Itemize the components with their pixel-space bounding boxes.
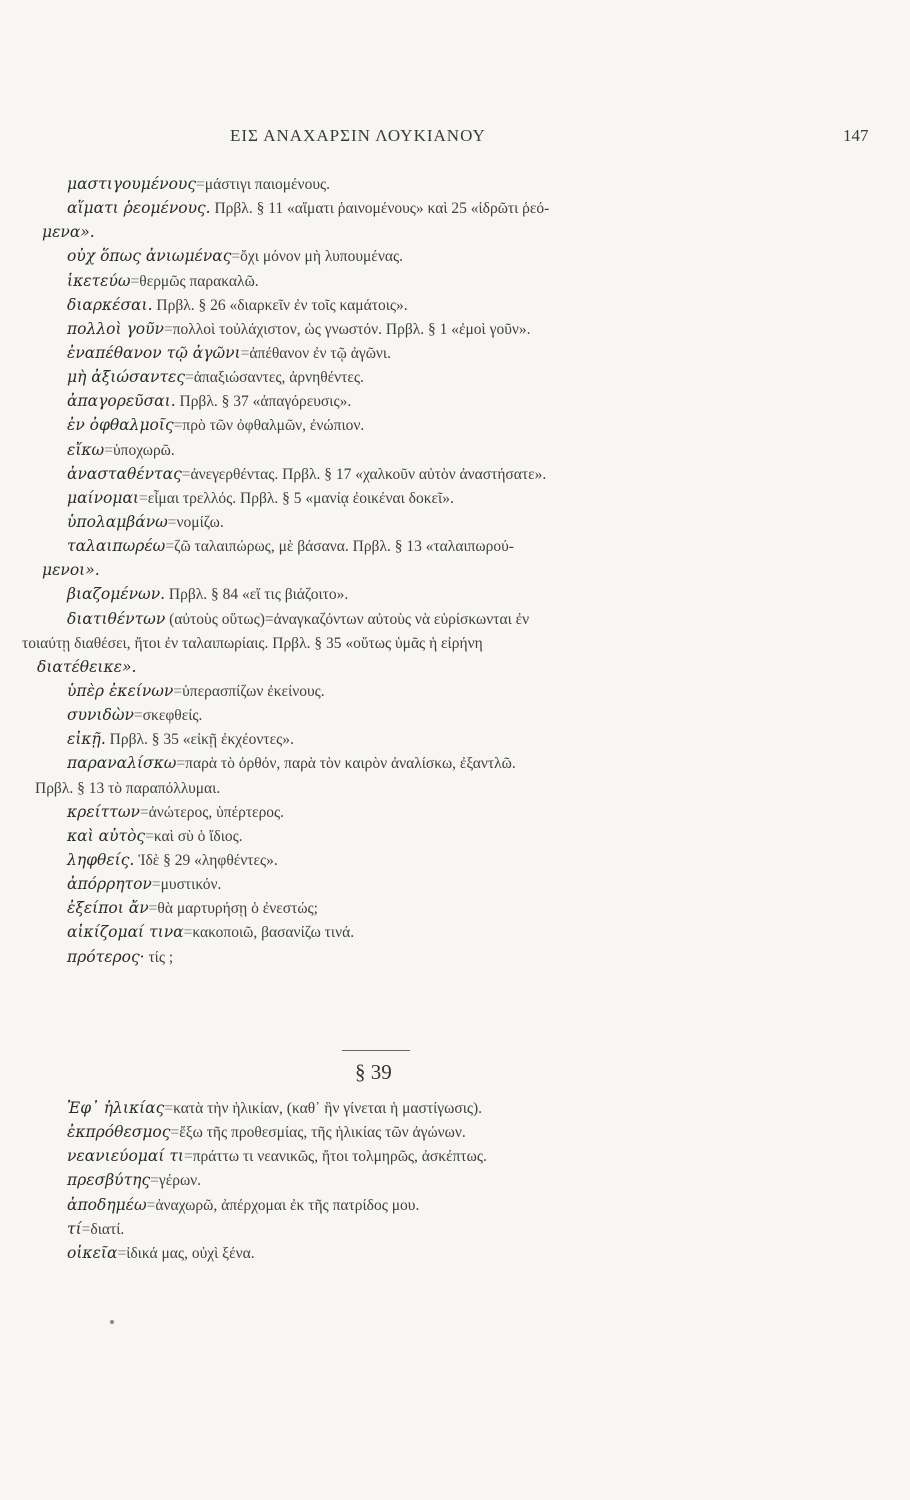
lemma: οἰκεῖα [67,1243,118,1262]
lemma: πρότερος· [67,947,145,966]
lemma: ταλαιπωρέω [67,537,166,556]
gloss: εἶμαι τρελλός. Πρβλ. § 5 «μανίᾳ ἐοικέναι δοκεῖ». [147,489,454,507]
glossary-line [0,462,910,486]
lemma: μὴ ἀξιώσαντες [67,368,186,387]
glossary-line [0,1193,910,1217]
glossary-line [0,1096,910,1120]
lemma: καὶ αὐτὸς [67,826,146,845]
separator: = [170,1124,180,1142]
lemma: ὑπολαμβάνω [67,512,168,531]
gloss: Πρβλ. § 13 τὸ παραπόλλυμαι. [35,779,221,797]
lemma: ἀπόρρητον [67,875,152,894]
glossary-line [0,582,910,606]
gloss: μάστιγι παιομένους. [204,176,331,193]
separator: = [167,513,177,531]
separator: = [240,344,250,362]
glossary-line [0,389,910,413]
glossary-line [0,438,910,462]
lemma: ἱκετεύω [67,271,131,290]
glossary-line [0,607,910,631]
glossary-line [0,510,910,534]
lemma: εἰκῇ. [67,730,106,749]
glossary-line [0,824,910,848]
lemma: εἴκω [67,440,105,459]
lemma: ἐξείποι ἄν [67,899,149,918]
lemma: πρεσβύτης [67,1171,151,1190]
separator: = [145,827,154,845]
glossary-line [0,703,910,727]
gloss: θερμῶς παρακαλῶ. [139,272,259,290]
glossary-line [0,848,910,872]
gloss: ἀναχωρῶ, ἀπέρχομαι ἐκ τῆς πατρίδος μου. [155,1196,420,1214]
section-heading: § 39 [355,1060,392,1084]
gloss: Πρβλ. § 26 «διαρκεῖν ἐν τοῖς καμάτοις». [156,296,408,314]
gloss: κατὰ τὴν ἡλικίαν, (καθ᾽ ἣν γίνεται ἡ μαστίγωσις). [173,1100,483,1117]
glossary-line [0,317,910,341]
separator: = [183,924,193,942]
gloss: ἔξω τῆς προθεσμίας, τῆς ἡλικίας τῶν ἀγώνων. [179,1124,466,1142]
glossary-entries [0,172,910,969]
gloss: Ἰδὲ § 29 «ληφθέντες». [138,851,278,869]
lemma: παραναλίσκω [67,754,177,773]
page-header [0,126,910,150]
separator: = [104,441,113,459]
glossary-line [0,172,910,196]
separator: = [117,1244,127,1262]
gloss: γέρων. [158,1172,202,1190]
glossary-line [0,244,910,268]
glossary-line [0,751,910,775]
lemma: διατέθεικε». [37,657,137,676]
page-number: 147 [843,126,869,145]
separator: = [148,900,158,918]
glossary-line [0,872,910,896]
glossary-line [0,365,910,389]
lemma: ἐκπρόθεσμος [67,1123,171,1142]
separator: = [176,755,186,773]
gloss: τίς ; [148,948,174,966]
separator: = [146,1196,156,1214]
lemma: τί [67,1219,82,1238]
lemma: μενα». [42,223,95,242]
gloss: καὶ σὺ ὁ ἴδιος. [153,827,243,845]
section-39-entries [0,1096,910,1265]
lemma: ἀνασταθέντας [67,464,182,483]
lemma: συνιδὼν [67,706,134,725]
lemma: μενοι». [42,561,100,580]
gloss: μυστικόν. [160,876,222,894]
gloss: ἀνώτερος, ὑπέρτερος. [148,803,285,821]
separator: = [150,1172,159,1190]
lemma: μαίνομαι [67,488,139,507]
running-head: ΕΙΣ ΑΝΑΧΑΡΣΙΝ ΛΟΥΚΙΑΝΟΥ [230,126,486,145]
lemma: διαρκέσαι. [67,295,153,314]
separator: = [81,1220,91,1238]
lemma: ληφθείς. [67,850,135,869]
gloss: ζῶ ταλαιπώρως, μὲ βάσανα. Πρβλ. § 13 «ταλαιπωρού- [174,538,514,556]
separator: = [196,176,205,193]
gloss: Πρβλ. § 11 «αἵματι ῥαινομένους» καὶ 25 «ἱδρῶτι ῥεό- [214,200,550,218]
glossary-line [0,631,910,655]
separator: = [133,707,143,725]
lemma: αἵματι ῥεομένους. [67,199,211,218]
gloss: Πρβλ. § 37 «ἀπαγόρευσις». [179,393,352,411]
glossary-line [0,945,910,969]
gloss: ἀνεγερθέντας. Πρβλ. § 17 «χαλκοῦν αὐτὸν ἀναστήσατε». [190,465,547,483]
glossary-line [0,1120,910,1144]
gloss: πρὸ τῶν ὀφθαλμῶν, ἐνώπιον. [182,417,365,435]
gloss: Πρβλ. § 35 «εἰκῇ ἐκχέοντες». [109,731,294,749]
gloss: ἀπαξιώσαντες, ἀρνηθέντες. [193,369,364,387]
lemma: βιαζομένων. [67,585,166,604]
glossary-line [0,920,910,944]
gloss: ἰδικά μας, οὐχὶ ξένα. [126,1244,255,1262]
glossary-line [0,655,910,679]
gloss: διατί. [90,1220,125,1238]
gloss: νομίζω. [176,513,224,531]
separator: = [173,682,183,700]
gloss: ἀπέθανον ἐν τῷ ἀγῶνι. [249,344,391,362]
gloss: ὄχι μόνον μὴ λυπουμένας. [240,248,403,266]
gloss: τοιαύτῃ διαθέσει, ἤτοι ἐν ταλαιπωρίαις. Πρβλ. § 35 «οὕτως ὑμᾶς ἡ εἰρήνη [22,634,483,652]
gloss: σκεφθείς. [142,707,203,725]
separator: = [181,465,191,483]
glossary-line [0,1144,910,1168]
glossary-line [0,269,910,293]
lemma: διατιθέντων [67,609,166,628]
glossary-line [0,558,910,582]
separator: = [130,272,140,290]
gloss: ὑποχωρῶ. [112,441,175,459]
glossary-line [0,486,910,510]
glossary-line [0,776,910,800]
gloss: ὑπερασπίζων ἐκείνους. [182,682,325,700]
glossary-line [0,196,910,220]
glossary-line [0,341,910,365]
glossary-line [0,679,910,703]
gloss: (αὐτοὺς οὕτως)=ἀναγκαζόντων αὐτοὺς νὰ εὑρίσκωνται ἐν [169,610,530,628]
glossary-line [0,800,910,824]
lemma: οὐχ ὅπως ἀνιωμένας [67,247,232,266]
separator: = [183,1148,193,1166]
glossary-line [0,1241,910,1265]
glossary-line [0,220,910,244]
section-rule [342,1050,410,1051]
gloss: Πρβλ. § 84 «εἴ τις βιάζοιτο». [168,586,349,604]
lemma: ἐναπέθανον τῷ ἀγῶνι [67,343,241,362]
lemma: Ἐφ᾽ ἡλικίας [67,1099,165,1117]
lemma: μαστιγουμένους [67,175,197,193]
lemma: ὑπὲρ ἐκείνων [67,681,174,700]
glossary-line [0,293,910,317]
separator: = [139,489,148,507]
lemma: αἰκίζομαί τινα [67,923,184,942]
ink-mark [110,1320,114,1324]
separator: = [173,417,183,435]
lemma: ἀπαγορεῦσαι. [67,392,176,411]
lemma: ἐν ὀφθαλμοῖς [67,416,174,435]
glossary-line [0,534,910,558]
gloss: παρὰ τὸ ὀρθόν, παρὰ τὸν καιρὸν ἀναλίσκω, ἐξαντλῶ. [185,755,516,773]
glossary-line [0,1168,910,1192]
separator: = [139,803,149,821]
glossary-line [0,1217,910,1241]
separator: = [163,320,173,338]
gloss: κακοποιῶ, βασανίζω τινά. [192,924,355,942]
glossary-line [0,413,910,437]
gloss: θὰ μαρτυρήσῃ ὁ ἐνεστώς; [157,900,318,918]
lemma: ἀποδημέω [67,1195,147,1214]
separator: = [185,369,194,387]
lemma: πολλοὶ γοῦν [67,319,164,338]
separator: = [151,876,161,894]
separator: = [231,248,241,266]
separator: = [164,1100,174,1117]
lemma: νεανιεύομαί τι [67,1147,184,1166]
separator: = [165,538,175,556]
lemma: κρείττων [67,802,140,821]
glossary-line [0,896,910,920]
gloss: πολλοὶ τοὐλάχιστον, ὡς γνωστόν. Πρβλ. § 1 «ἐμοὶ γοῦν». [172,320,531,338]
gloss: πράττω τι νεανικῶς, ἤτοι τολμηρῶς, ἀσκέπτως. [192,1148,487,1166]
glossary-line [0,727,910,751]
